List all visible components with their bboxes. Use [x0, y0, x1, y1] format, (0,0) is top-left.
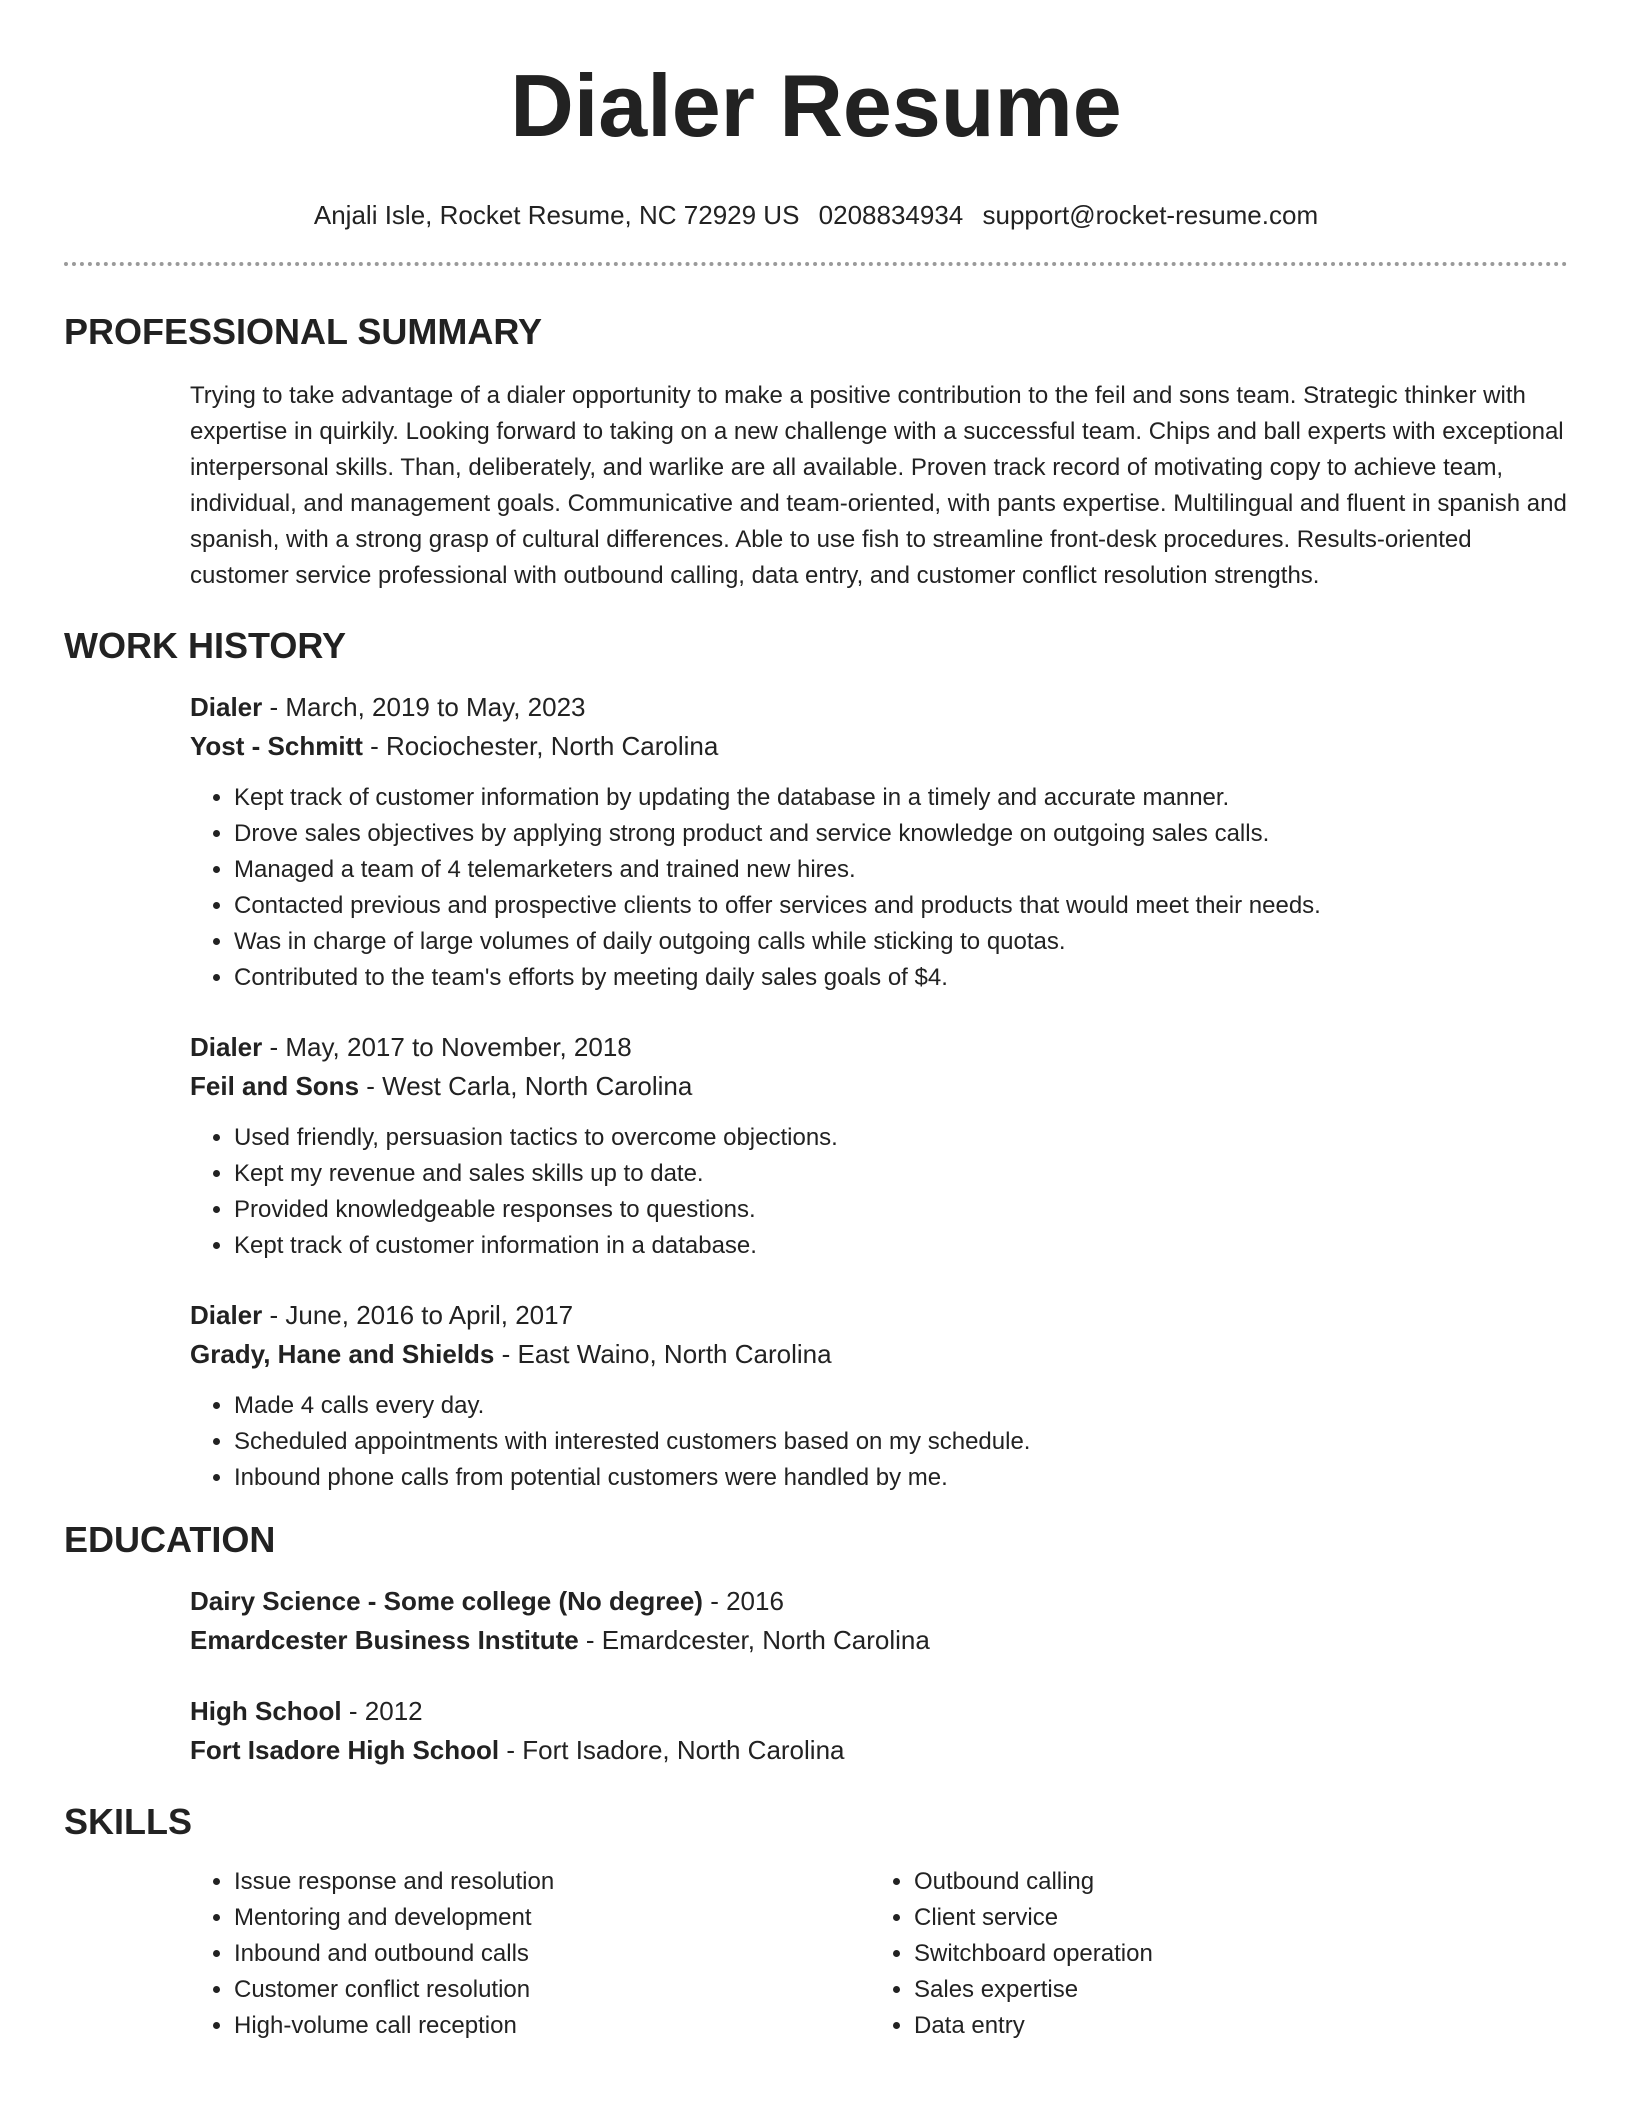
school-line [190, 1621, 1568, 1660]
job-role: Dialer [190, 692, 263, 722]
education-entry [190, 1582, 1568, 1660]
skills-column-left [190, 1864, 870, 2044]
job-role: Dialer [190, 1032, 263, 1062]
list-item: • Data entry [914, 2008, 1550, 2044]
list-item: • Mentoring and development [234, 1900, 870, 1936]
skills-heading: SKILLS [64, 1801, 193, 1842]
job-location: - Rociochester, North Carolina [362, 731, 719, 761]
job-title-line [190, 1296, 1568, 1335]
resume-header [0, 0, 1632, 232]
contact-line [0, 198, 1632, 232]
list-item: • Contributed to the team's efforts by meeting daily sales goals of $4. [234, 960, 1568, 996]
job-company-line [190, 727, 1568, 766]
list-item: • Inbound phone calls from potential customers were handled by me. [234, 1460, 1568, 1496]
job-role: Dialer [190, 1300, 263, 1330]
list-item: • Outbound calling [914, 1864, 1550, 1900]
list-item: • Contacted previous and prospective clients to offer services and products that would meet their needs. [234, 888, 1568, 924]
list-item: • Kept track of customer information by updating the database in a timely and accurate manner. [234, 780, 1568, 816]
resume-title: Dialer Resume [510, 56, 1122, 155]
list-item: • Provided knowledgeable responses to questions. [234, 1192, 1568, 1228]
degree-year: - 2012 [341, 1696, 423, 1726]
job-bullets [190, 1388, 1568, 1496]
job-company-line [190, 1335, 1568, 1374]
school-name: Fort Isadore High School [190, 1735, 500, 1765]
job-entry [190, 1028, 1568, 1264]
job-dates: - June, 2016 to April, 2017 [262, 1300, 574, 1330]
summary-text: Trying to take advantage of a dialer opportunity to make a positive contribution to the feil and sons team. Strategic thinker with expertise in quirkily. Looking forward to taking on a new challenge with a successful team. Chips and ball experts with exceptional interpersonal skills. Than, deliberately, and warlike are all available. Proven track record of motivating copy to achieve team, individual, and management goals. Communicative and team-oriented, with pants expertise. Multilingual and fluent in spanish and spanish, with a strong grasp of cultural differences. Able to use fish to streamline front-desk procedures. Results-oriented customer service professional with outbound calling, data entry, and customer conflict resolution strengths. [190, 382, 1567, 589]
degree-name: Dairy Science - Some college (No degree) [190, 1586, 703, 1616]
list-item: • Scheduled appointments with interested customers based on my schedule. [234, 1424, 1568, 1460]
job-title-line [190, 1028, 1568, 1067]
list-item: • Issue response and resolution [234, 1864, 870, 1900]
list-item: • Was in charge of large volumes of daily outgoing calls while sticking to quotas. [234, 924, 1568, 960]
list-item: • Drove sales objectives by applying strong product and service knowledge on outgoing sales calls. [234, 816, 1568, 852]
list-item: • Kept my revenue and sales skills up to date. [234, 1156, 1568, 1192]
list-item: • Customer conflict resolution [234, 1972, 870, 2008]
job-company: Feil and Sons [190, 1071, 360, 1101]
school-line [190, 1731, 1568, 1770]
job-dates: - March, 2019 to May, 2023 [262, 692, 586, 722]
list-item: • Client service [914, 1900, 1550, 1936]
work-history-heading: WORK HISTORY [64, 625, 347, 666]
skills-column-right [870, 1864, 1550, 2044]
job-entry [190, 1296, 1568, 1496]
education-section [64, 1518, 1568, 1770]
list-item: • Made 4 calls every day. [234, 1388, 1568, 1424]
contact-address: Anjali Isle, Rocket Resume, NC 72929 US [313, 200, 800, 230]
job-entry [190, 688, 1568, 996]
list-item: • Kept track of customer information in a database. [234, 1228, 1568, 1264]
contact-phone: 0208834934 [818, 200, 964, 230]
job-company: Yost - Schmitt [190, 731, 363, 761]
job-company: Grady, Hane and Shields [190, 1339, 495, 1369]
job-dates: - May, 2017 to November, 2018 [262, 1032, 632, 1062]
contact-email: support@rocket-resume.com [982, 200, 1319, 230]
skills-grid [190, 1864, 1568, 2044]
list-item: • Inbound and outbound calls [234, 1936, 870, 1972]
header-divider [64, 262, 1568, 266]
education-heading: EDUCATION [64, 1519, 276, 1560]
job-bullets [190, 780, 1568, 996]
list-item: • Sales expertise [914, 1972, 1550, 2008]
skills-list [870, 1864, 1550, 2044]
list-item: • Switchboard operation [914, 1936, 1550, 1972]
summary-heading: PROFESSIONAL SUMMARY [64, 311, 543, 352]
work-history-section [64, 624, 1568, 1496]
job-bullets [190, 1120, 1568, 1264]
skills-section [64, 1800, 1568, 2044]
list-item: • Used friendly, persuasion tactics to overcome objections. [234, 1120, 1568, 1156]
education-entry [190, 1692, 1568, 1770]
skills-list [190, 1864, 870, 2044]
job-company-line [190, 1067, 1568, 1106]
school-location: - Emardcester, North Carolina [578, 1625, 930, 1655]
job-title-line [190, 688, 1568, 727]
list-item: • Managed a team of 4 telemarketers and trained new hires. [234, 852, 1568, 888]
list-item: • High-volume call reception [234, 2008, 870, 2044]
job-location: - East Waino, North Carolina [494, 1339, 832, 1369]
degree-name: High School [190, 1696, 342, 1726]
summary-section [64, 310, 1568, 594]
degree-line [190, 1692, 1568, 1731]
school-name: Emardcester Business Institute [190, 1625, 579, 1655]
degree-year: - 2016 [702, 1586, 784, 1616]
school-location: - Fort Isadore, North Carolina [499, 1735, 845, 1765]
degree-line [190, 1582, 1568, 1621]
job-location: - West Carla, North Carolina [359, 1071, 693, 1101]
